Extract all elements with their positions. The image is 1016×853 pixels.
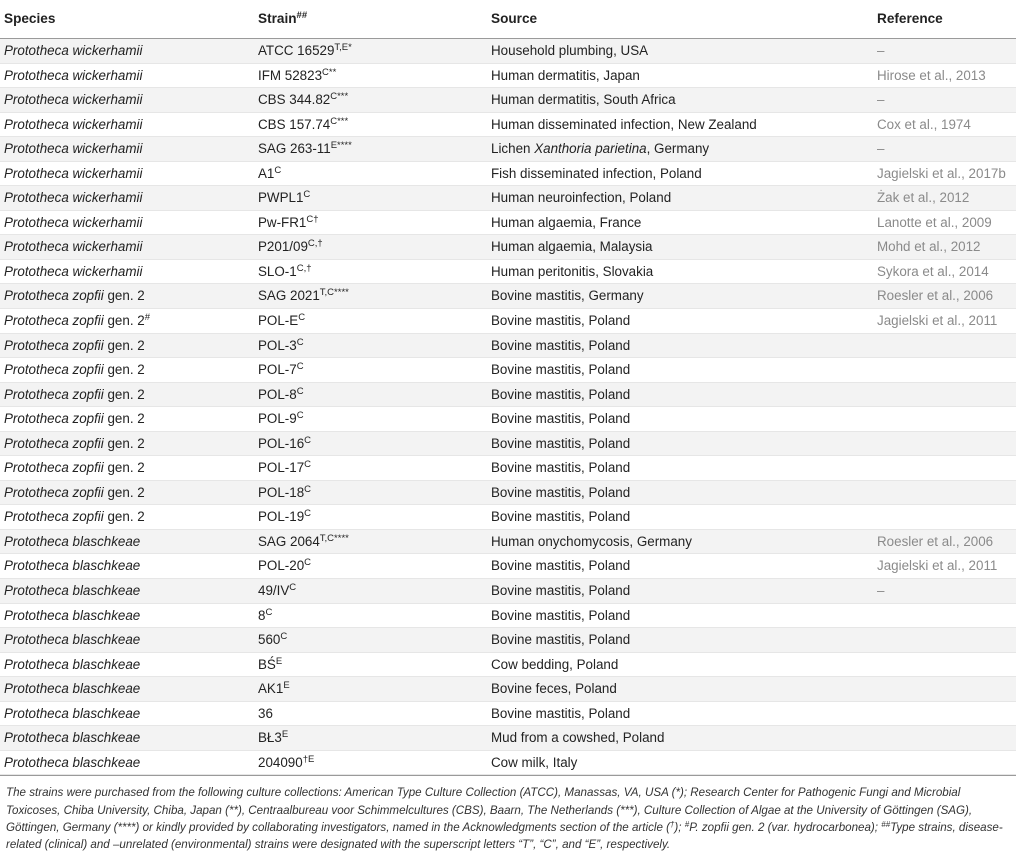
strain-id: AK1 bbox=[258, 681, 284, 697]
cell-reference: Jagielski et al., 2017b bbox=[877, 165, 1006, 181]
cell-source: Human disseminated infection, New Zealand bbox=[491, 116, 757, 132]
cell-reference: Cox et al., 1974 bbox=[877, 116, 971, 132]
species-epithet: wickerhamii bbox=[72, 92, 143, 108]
cell-reference: Hirose et al., 2013 bbox=[877, 67, 986, 83]
cell-source: Human onychomycosis, Germany bbox=[491, 533, 692, 549]
table-row bbox=[0, 407, 1016, 432]
strain-id: POL-E bbox=[258, 313, 299, 329]
species-epithet: blaschkeae bbox=[72, 533, 141, 549]
species-epithet: wickerhamii bbox=[72, 141, 143, 157]
species-genus: Prototheca bbox=[4, 583, 69, 599]
cell-strain bbox=[258, 657, 282, 672]
cell-species bbox=[4, 608, 140, 623]
table-row bbox=[0, 702, 1016, 727]
cell-species bbox=[4, 436, 145, 451]
cell-source: Bovine mastitis, Germany bbox=[491, 288, 644, 304]
species-epithet: zopfii bbox=[72, 435, 104, 451]
cell-strain bbox=[258, 190, 310, 205]
species-genus: Prototheca bbox=[4, 337, 69, 353]
cell-strain bbox=[258, 436, 311, 451]
species-genus: Prototheca bbox=[4, 141, 69, 157]
cell-species bbox=[4, 706, 140, 721]
species-epithet: wickerhamii bbox=[72, 165, 143, 181]
table-row bbox=[0, 530, 1016, 555]
strain-id: POL-19 bbox=[258, 509, 305, 525]
cell-strain bbox=[258, 730, 288, 745]
species-genus: Prototheca bbox=[4, 533, 69, 549]
cell-strain bbox=[258, 43, 352, 58]
cell-strain bbox=[258, 313, 305, 328]
table-row bbox=[0, 235, 1016, 260]
strain-id: POL-3 bbox=[258, 337, 297, 353]
cell-strain bbox=[258, 117, 348, 132]
cell-species bbox=[4, 387, 145, 402]
species-sup: # bbox=[144, 312, 151, 324]
strain-id: CBS 157.74 bbox=[258, 116, 331, 132]
cell-strain bbox=[258, 68, 336, 83]
table-header bbox=[0, 0, 1016, 39]
cell-strain bbox=[258, 387, 304, 402]
cell-species bbox=[4, 215, 142, 230]
cell-species bbox=[4, 239, 142, 254]
species-epithet: blaschkeae bbox=[72, 656, 141, 672]
species-genotype: gen. 2 bbox=[103, 362, 145, 378]
species-genus: Prototheca bbox=[4, 263, 69, 279]
strain-id: A1 bbox=[258, 165, 275, 181]
species-genus: Prototheca bbox=[4, 632, 69, 648]
species-genus: Prototheca bbox=[4, 705, 69, 721]
cell-reference: – bbox=[877, 583, 885, 599]
species-genus: Prototheca bbox=[4, 460, 69, 476]
strain-sup: E**** bbox=[330, 140, 352, 152]
cell-source: Cow milk, Italy bbox=[491, 754, 578, 770]
cell-species bbox=[4, 755, 140, 770]
cell-strain bbox=[258, 338, 304, 353]
species-epithet: zopfii bbox=[72, 460, 104, 476]
cell-reference: Mohd et al., 2012 bbox=[877, 239, 981, 255]
species-epithet: wickerhamii bbox=[72, 239, 143, 255]
species-genus: Prototheca bbox=[4, 558, 69, 574]
strain-sup: C bbox=[304, 508, 312, 520]
species-epithet: zopfii bbox=[72, 313, 104, 329]
cell-species bbox=[4, 558, 140, 573]
cell-strain bbox=[258, 534, 349, 549]
species-epithet: zopfii bbox=[72, 386, 104, 402]
strain-id: 49/IV bbox=[258, 583, 290, 599]
species-genus: Prototheca bbox=[4, 656, 69, 672]
cell-species bbox=[4, 68, 142, 83]
strain-sup: C bbox=[298, 312, 306, 324]
cell-strain bbox=[258, 362, 304, 377]
strain-id: SLO-1 bbox=[258, 263, 297, 279]
species-epithet: zopfii bbox=[72, 484, 104, 500]
strain-id: POL-17 bbox=[258, 460, 305, 476]
cell-source: Bovine mastitis, Poland bbox=[491, 460, 631, 476]
species-genus: Prototheca bbox=[4, 509, 69, 525]
species-genus: Prototheca bbox=[4, 67, 69, 83]
table-row bbox=[0, 579, 1016, 604]
cell-source: Bovine mastitis, Poland bbox=[491, 705, 631, 721]
strain-sup: T,C**** bbox=[319, 532, 349, 544]
cell-species bbox=[4, 264, 142, 279]
cell-species bbox=[4, 92, 142, 107]
cell-strain bbox=[258, 141, 352, 156]
cell-species bbox=[4, 166, 142, 181]
species-genotype: gen. 2 bbox=[103, 509, 145, 525]
table-row bbox=[0, 604, 1016, 629]
table-row bbox=[0, 383, 1016, 408]
strain-sup: C bbox=[304, 557, 312, 569]
cell-species bbox=[4, 117, 142, 132]
strain-id: BŚ bbox=[258, 656, 276, 672]
cell-source: Bovine mastitis, Poland bbox=[491, 435, 631, 451]
cell-strain bbox=[258, 608, 272, 623]
cell-species bbox=[4, 509, 145, 524]
species-genus: Prototheca bbox=[4, 386, 69, 402]
species-epithet: zopfii bbox=[72, 288, 104, 304]
cell-reference: – bbox=[877, 43, 885, 58]
cell-source: Human neuroinfection, Poland bbox=[491, 190, 672, 206]
strain-sup: †E bbox=[302, 753, 315, 765]
cell-reference: – bbox=[877, 92, 885, 108]
footnote-double-hash: ## bbox=[881, 819, 891, 829]
cell-reference: Lanotte et al., 2009 bbox=[877, 214, 992, 230]
header-strain bbox=[258, 11, 307, 26]
table-body bbox=[0, 39, 1016, 775]
cell-species bbox=[4, 362, 145, 377]
species-genus: Prototheca bbox=[4, 313, 69, 329]
strain-id: SAG 263-11 bbox=[258, 141, 331, 157]
footnote-text-2: ); bbox=[674, 820, 685, 834]
species-epithet: wickerhamii bbox=[72, 214, 143, 230]
strain-sup: T,E* bbox=[334, 42, 352, 53]
species-epithet: wickerhamii bbox=[72, 43, 143, 58]
cell-strain bbox=[258, 460, 311, 475]
header-reference: Reference bbox=[877, 11, 943, 26]
cell-strain bbox=[258, 92, 348, 107]
footnote-text-3: P. zopfii gen. 2 (var. hydrocarbonea); bbox=[689, 820, 882, 834]
footnote-hash: # bbox=[684, 819, 690, 829]
strain-sup: C bbox=[265, 606, 273, 618]
species-epithet: blaschkeae bbox=[72, 705, 141, 721]
strain-sup: E bbox=[275, 655, 283, 667]
table-row bbox=[0, 358, 1016, 383]
strain-sup: C bbox=[296, 361, 304, 373]
cell-strain bbox=[258, 681, 290, 696]
cell-species bbox=[4, 43, 142, 58]
strain-id: P201/09 bbox=[258, 239, 308, 255]
species-epithet: zopfii bbox=[72, 411, 104, 427]
cell-strain bbox=[258, 411, 304, 426]
cell-strain bbox=[258, 509, 311, 524]
strain-id: SAG 2021 bbox=[258, 288, 320, 304]
cell-strain bbox=[258, 288, 349, 303]
strain-id: POL-20 bbox=[258, 558, 305, 574]
table-row bbox=[0, 39, 1016, 64]
header-strain-label: Strain bbox=[258, 11, 297, 26]
species-genotype: gen. 2 bbox=[103, 460, 145, 476]
strain-sup: C bbox=[304, 434, 312, 446]
cell-source: Bovine mastitis, Poland bbox=[491, 386, 631, 402]
strain-id: SAG 2064 bbox=[258, 533, 320, 549]
strain-id: CBS 344.82 bbox=[258, 92, 331, 108]
table-row bbox=[0, 113, 1016, 138]
strain-id: POL-8 bbox=[258, 386, 297, 402]
strain-id: IFM 52823 bbox=[258, 67, 323, 83]
species-genus: Prototheca bbox=[4, 435, 69, 451]
strain-id: Pw-FR1 bbox=[258, 214, 307, 230]
species-genotype: gen. 2 bbox=[103, 337, 145, 353]
cell-source: Household plumbing, USA bbox=[491, 43, 649, 58]
species-epithet: wickerhamii bbox=[72, 263, 143, 279]
species-epithet: wickerhamii bbox=[72, 67, 143, 83]
species-epithet: blaschkeae bbox=[72, 607, 141, 623]
cell-strain bbox=[258, 755, 314, 770]
table-row bbox=[0, 726, 1016, 751]
footnote-text-1: The strains were purchased from the following culture collections: American Type Culture Collection (ATCC), Manassas, VA, USA (*); Research Center for Pathogenic Fungi and Microbial Toxicoses, Chiba University, Chiba, Japan (**), Centraalbureau voor Schimmelcultures (CBS), Baarn, The Netherlands (***), Culture Collection of Algae at the University of Göttingen (SAG), Göttingen, Germany (****) or kindly provided by collaborating investigators, named in the Acknowledgments section of the article ( bbox=[6, 786, 973, 834]
table-row bbox=[0, 432, 1016, 457]
strain-sup: C bbox=[296, 410, 304, 422]
cell-strain bbox=[258, 239, 323, 254]
cell-source: Human algaemia, France bbox=[491, 214, 642, 230]
cell-strain bbox=[258, 583, 296, 598]
cell-source: Human algaemia, Malaysia bbox=[491, 239, 653, 255]
table-bottom-rule bbox=[0, 775, 1016, 776]
strain-id: POL-7 bbox=[258, 362, 297, 378]
strain-sup: C** bbox=[322, 66, 337, 78]
species-epithet: blaschkeae bbox=[72, 681, 141, 697]
cell-source: Bovine mastitis, Poland bbox=[491, 558, 631, 574]
cell-species bbox=[4, 534, 140, 549]
species-genus: Prototheca bbox=[4, 214, 69, 230]
cell-reference: Roesler et al., 2006 bbox=[877, 533, 994, 549]
strain-sup: C,† bbox=[307, 238, 323, 250]
strain-sup: C,† bbox=[296, 262, 312, 274]
cell-strain bbox=[258, 706, 273, 721]
cell-strain bbox=[258, 166, 281, 181]
species-epithet: blaschkeae bbox=[72, 583, 141, 599]
footnote-text-4: Type strains, disease-related (clinical) and –unrelated (environmental) strains were designated with the superscript letters “T”, “C”, and “E”, respectively. bbox=[6, 820, 1003, 852]
strain-sup: C bbox=[304, 459, 312, 471]
table-row bbox=[0, 456, 1016, 481]
species-epithet: zopfii bbox=[72, 362, 104, 378]
strain-id: POL-18 bbox=[258, 484, 305, 500]
cell-source: Human dermatitis, South Africa bbox=[491, 92, 676, 108]
species-epithet: blaschkeae bbox=[72, 730, 141, 746]
cell-species bbox=[4, 681, 140, 696]
strain-sup: C bbox=[274, 164, 282, 176]
species-genotype: gen. 2 bbox=[103, 484, 145, 500]
species-genotype: gen. 2 bbox=[103, 386, 145, 402]
table-row bbox=[0, 88, 1016, 113]
strain-sup: C bbox=[296, 385, 304, 397]
cell-source: Cow bedding, Poland bbox=[491, 656, 619, 672]
strain-id: ATCC 16529 bbox=[258, 43, 335, 58]
cell-species bbox=[4, 411, 145, 426]
strain-id: PWPL1 bbox=[258, 190, 304, 206]
table-row bbox=[0, 554, 1016, 579]
cell-species bbox=[4, 460, 145, 475]
cell-species bbox=[4, 338, 145, 353]
table-row bbox=[0, 505, 1016, 530]
cell-source: Fish disseminated infection, Poland bbox=[491, 165, 702, 181]
table-row bbox=[0, 334, 1016, 359]
species-genotype: gen. 2 bbox=[103, 411, 145, 427]
cell-reference: Sykora et al., 2014 bbox=[877, 263, 989, 279]
species-genus: Prototheca bbox=[4, 116, 69, 132]
strain-id: 204090 bbox=[258, 754, 303, 770]
cell-source: Human peritonitis, Slovakia bbox=[491, 263, 654, 279]
strain-id: 560 bbox=[258, 632, 281, 648]
cell-strain bbox=[258, 215, 319, 230]
header-source: Source bbox=[491, 11, 538, 26]
cell-species bbox=[4, 190, 142, 205]
species-epithet: zopfii bbox=[72, 509, 104, 525]
cell-species bbox=[4, 313, 150, 328]
table-row bbox=[0, 677, 1016, 702]
species-genus: Prototheca bbox=[4, 362, 69, 378]
strain-sup: C bbox=[296, 336, 304, 348]
cell-strain bbox=[258, 558, 311, 573]
cell-source: Bovine feces, Poland bbox=[491, 681, 617, 697]
cell-source: Bovine mastitis, Poland bbox=[491, 362, 631, 378]
table-row bbox=[0, 211, 1016, 236]
table-footnote bbox=[0, 776, 1016, 853]
cell-reference: Żak et al., 2012 bbox=[877, 190, 970, 206]
strain-sup: C bbox=[280, 631, 288, 643]
cell-source: Bovine mastitis, Poland bbox=[491, 509, 631, 525]
species-genotype: gen. 2 bbox=[103, 313, 145, 329]
table-row bbox=[0, 309, 1016, 334]
table-row bbox=[0, 481, 1016, 506]
strain-sup: C bbox=[304, 483, 312, 495]
strain-id: POL-16 bbox=[258, 435, 305, 451]
species-genotype: gen. 2 bbox=[103, 288, 145, 304]
strain-id: 36 bbox=[258, 705, 273, 721]
cell-species bbox=[4, 485, 145, 500]
species-genus: Prototheca bbox=[4, 484, 69, 500]
species-genus: Prototheca bbox=[4, 190, 69, 206]
cell-reference: – bbox=[877, 141, 885, 157]
cell-reference: Roesler et al., 2006 bbox=[877, 288, 994, 304]
table-row bbox=[0, 628, 1016, 653]
species-epithet: zopfii bbox=[72, 337, 104, 353]
table-row bbox=[0, 260, 1016, 285]
table-row bbox=[0, 284, 1016, 309]
cell-species bbox=[4, 657, 140, 672]
species-genus: Prototheca bbox=[4, 411, 69, 427]
table-row bbox=[0, 653, 1016, 678]
cell-source: Bovine mastitis, Poland bbox=[491, 411, 631, 427]
species-genus: Prototheca bbox=[4, 754, 69, 770]
cell-source: Bovine mastitis, Poland bbox=[491, 607, 631, 623]
species-epithet: wickerhamii bbox=[72, 190, 143, 206]
footnote-dagger: † bbox=[669, 819, 675, 829]
table-row bbox=[0, 751, 1016, 776]
table-row bbox=[0, 162, 1016, 187]
table-row bbox=[0, 64, 1016, 89]
table-row bbox=[0, 186, 1016, 211]
cell-reference: Jagielski et al., 2011 bbox=[877, 558, 998, 574]
cell-source: Bovine mastitis, Poland bbox=[491, 583, 631, 599]
table-row bbox=[0, 137, 1016, 162]
cell-strain bbox=[258, 632, 287, 647]
cell-source: Bovine mastitis, Poland bbox=[491, 484, 631, 500]
strain-id: POL-9 bbox=[258, 411, 297, 427]
cell-source: Human dermatitis, Japan bbox=[491, 67, 640, 83]
strain-sup: C bbox=[303, 189, 311, 201]
header-strain-sup: ## bbox=[296, 10, 308, 21]
cell-species bbox=[4, 141, 142, 156]
species-genotype: gen. 2 bbox=[103, 435, 145, 451]
cell-source: Bovine mastitis, Poland bbox=[491, 337, 631, 353]
species-genus: Prototheca bbox=[4, 730, 69, 746]
strain-sup: C† bbox=[306, 213, 319, 225]
strain-id: BŁ3 bbox=[258, 730, 282, 746]
lichen-taxon: Xanthoria parietina bbox=[534, 141, 647, 157]
strain-sup: T,C**** bbox=[319, 287, 349, 299]
cell-source: Lichen Xanthoria parietina, Germany bbox=[491, 141, 710, 157]
species-epithet: blaschkeae bbox=[72, 754, 141, 770]
header-species: Species bbox=[4, 11, 56, 26]
strain-sup: E bbox=[281, 729, 289, 741]
species-genus: Prototheca bbox=[4, 288, 69, 304]
species-genus: Prototheca bbox=[4, 43, 69, 58]
species-epithet: blaschkeae bbox=[72, 558, 141, 574]
species-genus: Prototheca bbox=[4, 607, 69, 623]
strain-sup: C*** bbox=[330, 91, 349, 103]
cell-strain bbox=[258, 485, 311, 500]
cell-source: Bovine mastitis, Poland bbox=[491, 632, 631, 648]
cell-strain bbox=[258, 264, 312, 279]
species-genus: Prototheca bbox=[4, 165, 69, 181]
cell-reference: Jagielski et al., 2011 bbox=[877, 313, 998, 329]
strain-id: 8 bbox=[258, 607, 266, 623]
cell-species bbox=[4, 583, 140, 598]
strain-sup: C bbox=[289, 582, 297, 594]
cell-source: Bovine mastitis, Poland bbox=[491, 313, 631, 329]
strain-sup: E bbox=[283, 680, 290, 692]
strain-sup: C*** bbox=[330, 115, 349, 127]
species-genus: Prototheca bbox=[4, 92, 69, 108]
cell-species bbox=[4, 730, 140, 745]
species-genus: Prototheca bbox=[4, 239, 69, 255]
cell-species bbox=[4, 288, 145, 303]
species-epithet: wickerhamii bbox=[72, 116, 143, 132]
cell-source: Mud from a cowshed, Poland bbox=[491, 730, 665, 746]
species-genus: Prototheca bbox=[4, 681, 69, 697]
species-epithet: blaschkeae bbox=[72, 632, 141, 648]
cell-species bbox=[4, 632, 140, 647]
